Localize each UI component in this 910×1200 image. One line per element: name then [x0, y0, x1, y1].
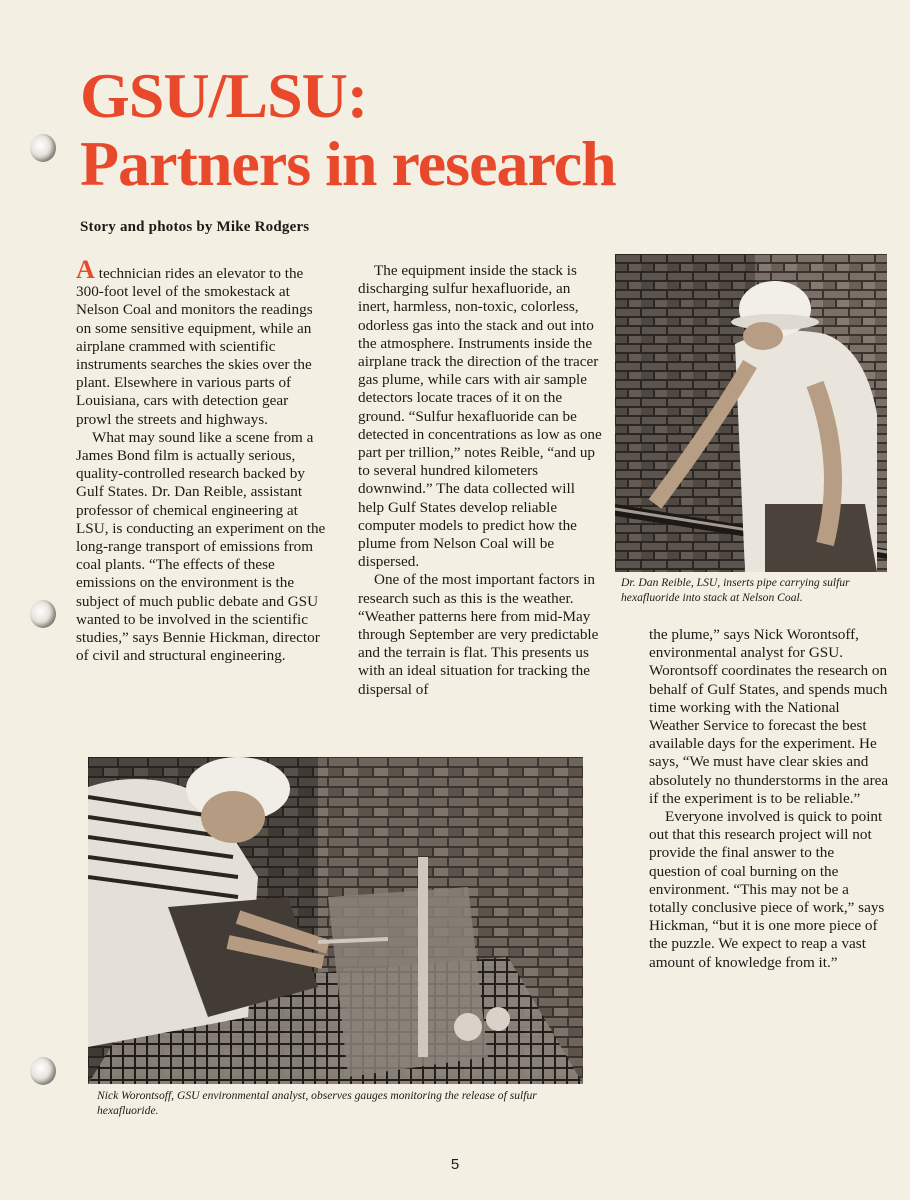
article-column-1: [76, 255, 326, 665]
article-column-3: [649, 626, 889, 972]
photo-worontsoff-gauges: [88, 757, 583, 1084]
column2-paragraph-1: The equipment inside the stack is discharging sulfur hexafluoride, an inert, harmless, non-toxic, colorless, odorless gas into the stack and out into the atmosphere. Instruments inside the airplane track the direction of the tracer gas plume, while cars with air sample detectors locate traces of it on the ground. “Sulfur hexafluoride can be detected in concentrations as low as one part per trillion,” notes Reible, “and up to several hundred kilometers downwind.” The data collected will help Gulf States develop reliable computer models to predict how the plume from Nelson Coal will be dispersed.: [358, 262, 602, 571]
drop-cap: A: [76, 255, 95, 284]
column1-paragraph-1: technician rides an elevator to the 300-foot level of the smokestack at Nelson Coal and monitors the readings on some sensitive equipment, while an airplane crammed with scientific instruments searches the skies over the plant. Elsewhere in various parts of Louisiana, cars with detection gear prowl the streets and highways.: [76, 265, 313, 428]
byline: Story and photos by Mike Rodgers: [80, 219, 310, 235]
reible-photo-illustration: [615, 254, 887, 572]
article-column-2: [358, 262, 604, 699]
column1-paragraph-2: What may sound like a scene from a James Bond film is actually serious, quality-controlled research backed by Gulf States. Dr. Dan Reible, assistant professor of chemical engineering at LSU, is conducting an experiment on the long-range transport of emissions from coal plants. “The effects of these emissions on the environment is the subject of much public debate and GSU wanted to be involved in the scientific studies,” says Bennie Hickman, director of civil and structural engineering.: [76, 428, 326, 665]
photo-reible-at-stack: [615, 254, 887, 572]
photo2-caption: Nick Worontsoff, GSU environmental analyst, observes gauges monitoring the release of sulfur hexafluoride.: [97, 1089, 537, 1117]
binder-hole: [30, 134, 56, 162]
binder-hole: [30, 1057, 56, 1085]
title-line-1: GSU/LSU:: [80, 60, 368, 131]
photo1-caption: Dr. Dan Reible, LSU, inserts pipe carrying sulfur hexafluoride into stack at Nelson Coal.: [621, 576, 850, 604]
column3-paragraph-2: Everyone involved is quick to point out that this research project will not provide the final answer to the question of coal burning on the environment. “This may not be a totally conclusive piece of work,” says Hickman, “but it is one more piece of the puzzle. We expect to reap a vast amount of knowledge from it.”: [649, 808, 885, 971]
binder-hole: [30, 600, 56, 628]
page-number: 5: [450, 1156, 460, 1173]
title-line-2: Partners in research: [80, 128, 616, 199]
worontsoff-photo-illustration: [88, 757, 583, 1084]
article-title: [80, 62, 616, 198]
column3-paragraph-1: the plume,” says Nick Worontsoff, environmental analyst for GSU. Worontsoff coordinates the research on behalf of Gulf States, and spends much time working with the National Weather Service to forecast the best available days for the experiment. He says, “We must have clear skies and absolutely no thunderstorms in the area if the experiment is to be reliable.”: [649, 626, 889, 807]
column2-paragraph-2: One of the most important factors in research such as this is the weather. “Weather patterns here from mid-May through September are very predictable and the terrain is flat. This presents us with an ideal situation for tracking the dispersal of: [358, 571, 599, 698]
